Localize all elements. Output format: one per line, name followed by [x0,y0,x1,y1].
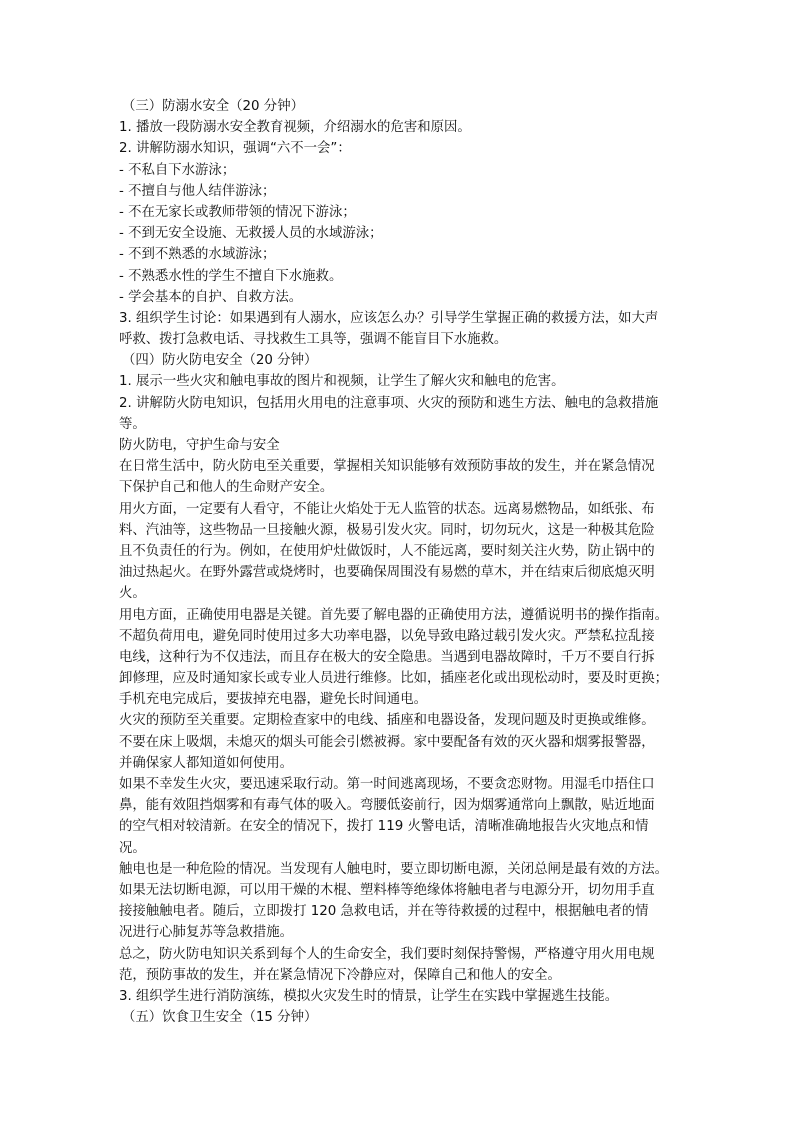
text-line: 手机充电完成后，要拔掉充电器，避免长时间通电。 [119,692,427,708]
section-heading-food-hygiene: （五）饮食卫生安全（15 分钟） [122,1010,318,1026]
text-line: 2. 讲解防溺水知识，强调“六不一会”： [119,141,351,157]
text-line: 鼻，能有效阻挡烟雾和有毒气体的吸入。弯腰低姿前行，因为烟雾通常向上飘散，贴近地面 [119,798,655,814]
text-line: 3. 组织学生进行消防演练，模拟火灾发生时的情景，让学生在实践中掌握逃生技能。 [119,988,619,1004]
text-line: 接接触触电者。随后，立即拨打 120 急救电话，并在等待救援的过程中，根据触电者的情 [119,904,649,920]
text-line: 且不负责任的行为。例如，在使用炉灶做饭时，人不能远离，要时刻关注火势，防止锅中的 [119,543,655,559]
text-line: 不超负荷用电，避免同时使用过多大功率电器，以免导致电路过载引发火灾。严禁私拉乱接 [119,628,655,644]
list-item: - 学会基本的自护、自救方法。 [119,289,303,305]
text-line: 况。 [119,840,146,856]
text-line: 3. 组织学生讨论：如果遇到有人溺水，应该怎么办？引导学生掌握正确的救援方法，如大声 [119,310,659,326]
list-item: - 不到不熟悉的水域游泳； [119,247,276,263]
text-line: 1. 展示一些火灾和触电事故的图片和视频，让学生了解火灾和触电的危害。 [119,374,565,390]
list-item: - 不熟悉水性的学生不擅自下水施救。 [119,268,343,284]
text-line: 等。 [119,416,146,432]
text-line: 油过热起火。在野外露营或烧烤时，也要确保周围没有易燃的草木，并在结束后彻底熄灭明 [119,565,655,581]
document-body [119,96,689,1028]
text-line: 料、汽油等，这些物品一旦接触火源，极易引发火灾。同时，切勿玩火，这是一种极其危险 [119,522,655,538]
text-line: 用电方面，正确使用电器是关键。首先要了解电器的正确使用方法，遵循说明书的操作指南。 [119,607,669,623]
text-line: 况进行心肺复苏等急救措施。 [119,925,294,941]
list-item: - 不到无安全设施、无救援人员的水域游泳； [119,226,383,242]
text-line: 用火方面，一定要有人看守，不能让火焰处于无人监管的状态。远离易燃物品，如纸张、布 [119,501,655,517]
text-line: 如果不幸发生火灾，要迅速采取行动。第一时间逃离现场，不要贪恋财物。用湿毛巾捂住口 [119,777,655,792]
text-line: 并确保家人都知道如何使用。 [119,755,294,771]
text-line: 不要在床上吸烟，未熄灭的烟头可能会引燃被褥。家中要配备有效的灭火器和烟雾报警器， [119,734,655,750]
text-line: 火灾的预防至关重要。定期检查家中的电线、插座和电器设备，发现问题及时更换或维修。 [119,713,655,729]
section-heading-fire-electric: （四）防火防电安全（20 分钟） [122,353,318,369]
list-item: - 不擅自与他人结伴游泳； [119,183,276,199]
text-line: 触电也是一种危险的情况。当发现有人触电时，要立即切断电源，关闭总闸是最有效的方法。 [119,861,669,877]
text-line: 下保护自己和他人的生命财产安全。 [119,480,334,496]
text-line: 卸修理，应及时通知家长或专业人员进行维修。比如，插座老化或出现松动时，要及时更换； [119,671,669,687]
text-line: 火。 [119,586,146,602]
text-line: 总之，防火防电知识关系到每个人的生命安全，我们要时刻保持警惕，严格遵守用火用电规 [119,946,655,962]
section-heading-drowning: （三）防溺水安全（20 分钟） [122,99,304,114]
text-line: 1. 播放一段防溺水安全教育视频，介绍溺水的危害和原因。 [119,120,471,136]
text-line: 呼救、拨打急救电话、寻找救生工具等，强调不能盲目下水施救。 [119,332,508,348]
text-line: 范，预防事故的发生，并在紧急情况下冷静应对，保障自己和他人的安全。 [119,967,561,983]
text-line: 的空气相对较清新。在安全的情况下，拨打 119 火警电话，清晰准确地报告火灾地点和情 [119,819,649,835]
subheading: 防火防电，守护生命与安全 [119,438,280,453]
list-item: - 不私自下水游泳； [119,162,236,178]
list-item: - 不在无家长或教师带领的情况下游泳； [119,204,356,220]
text-line: 在日常生活中，防火防电至关重要，掌握相关知识能够有效预防事故的发生，并在紧急情况 [119,459,655,475]
text-line: 如果无法切断电源，可以用干燥的木棍、塑料棒等绝缘体将触电者与电源分开，切勿用手直 [119,882,655,898]
text-line: 2. 讲解防火防电知识，包括用火用电的注意事项、火灾的预防和逃生方法、触电的急救措施 [119,395,659,411]
text-line: 电线，这种行为不仅违法，而且存在极大的安全隐患。当遇到电器故障时，千万不要自行拆 [119,649,655,665]
